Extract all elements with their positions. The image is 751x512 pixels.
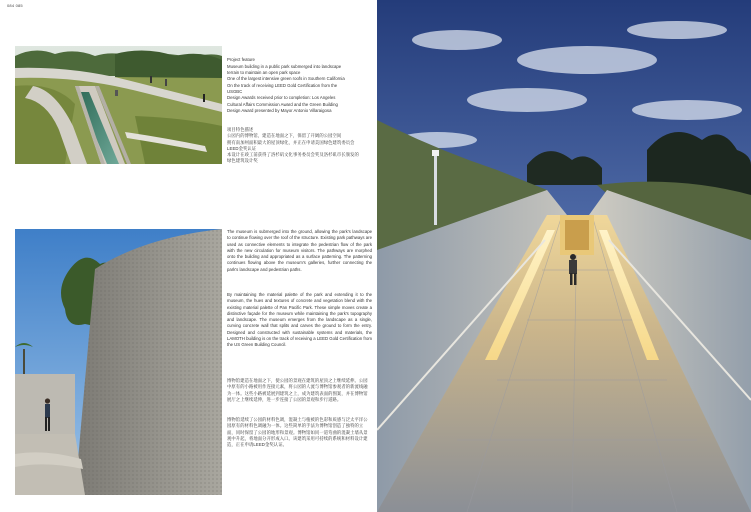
- project-line: Design Award presented by Mayor Antonio Villaraigosa: [227, 107, 332, 113]
- chinese-line: LEED金奖认证: [227, 145, 257, 151]
- green-roof-photo: [15, 46, 222, 164]
- project-line: One of the largest intensive green roofs in Southern California: [227, 76, 345, 82]
- project-line: Design Awards received prior to completion: Los Angeles: [227, 95, 336, 101]
- chinese-text: 博物馆建造在地面之下，使公园的景观在建筑的屋顶之上继续延伸。公园中原有的小路被用作连接元素，将公园的人流与博物馆参观者的新流线融为一体。这些小路被延展到建筑之上，成为建筑表面的图案，并在博物馆展厅之上继续延伸，进一步连接了公园的景观和步行道路。: [227, 378, 368, 402]
- chinese-line: 项目特色描述: [227, 127, 254, 132]
- entry-ramp-photo: [377, 0, 751, 512]
- chinese-paragraph-1: [227, 378, 372, 403]
- description-paragraph-1: [227, 229, 372, 273]
- project-line: Museum building in a public park submerged into landscape: [227, 63, 342, 69]
- chinese-line: 本设计在竣工前获得了洛杉矶文化事务委员会奖及洛杉矶市长颁发的: [227, 152, 359, 158]
- chinese-paragraph-2: [227, 417, 372, 448]
- description-text: The museum is submerged into the ground, allowing the park's landscape to continue flowing over the roof of the structure. Existing park pathways are used as connective elements to integrate the pedestrian flow of the park with the new circulation for museum visitors. The pathways are morphed onto the building and appropriated as a surface patterning. The patterning continues flowing above the museum's galleries, further connecting the park's landscape and pedestrian paths.: [227, 229, 372, 272]
- concrete-wall-photo: [15, 229, 222, 495]
- project-feature-heading: Project feature: [227, 57, 255, 62]
- description-paragraph-2: [227, 292, 372, 349]
- chinese-line: 公园内的博物馆，建造在地面之下，保留了开阔的公园空间: [227, 133, 342, 139]
- page-number: 084 085: [7, 3, 23, 8]
- project-line: On the track of receiving LEED Gold Certification from the: [227, 82, 338, 88]
- project-line: terrain to maintain an open park space: [227, 70, 301, 76]
- chinese-line: 绿色建筑设计奖: [227, 158, 258, 164]
- chinese-line: 拥有南加州面积最大的屋顶绿化，并正在申请美国绿色建筑委员会: [227, 139, 355, 145]
- project-line: Cultural Affairs Commission Award and the Green Building: [227, 101, 338, 107]
- project-line: USGBC: [227, 88, 243, 94]
- description-text: By maintaining the material palette of the park and extending it to the museum, the hues and textures of concrete and vegetation blend with the existing material palette of Pan Pacific Park. These simple moves create a distinctive façade for the museum while maintaining the park's topography and landscape. The museum emerges from the landscape as a single, curving concrete wall that splits and carves the ground to form the entry. Designed and constructed with sustainable systems and materials, the LAMOTH building is on the track of receiving a LEED Gold Certification from the US Green Building Council.: [227, 292, 372, 348]
- chinese-feature-block: [227, 127, 372, 165]
- chinese-text: 博物馆延续了公园的材料色调，混凝土与植被的色彩和质感与泛太平洋公园原有的材料色调融为一体。这些简单的手法为博物馆创造了独特的立面，同时保留了公园的地形和景观。博物馆如同一道弯曲的混凝土墙从景观中升起，将地面分开形成入口。该建筑采用可持续的系统和材料设计建造，正在申请LEED金奖认证。: [227, 417, 368, 448]
- project-feature-block: [227, 57, 372, 114]
